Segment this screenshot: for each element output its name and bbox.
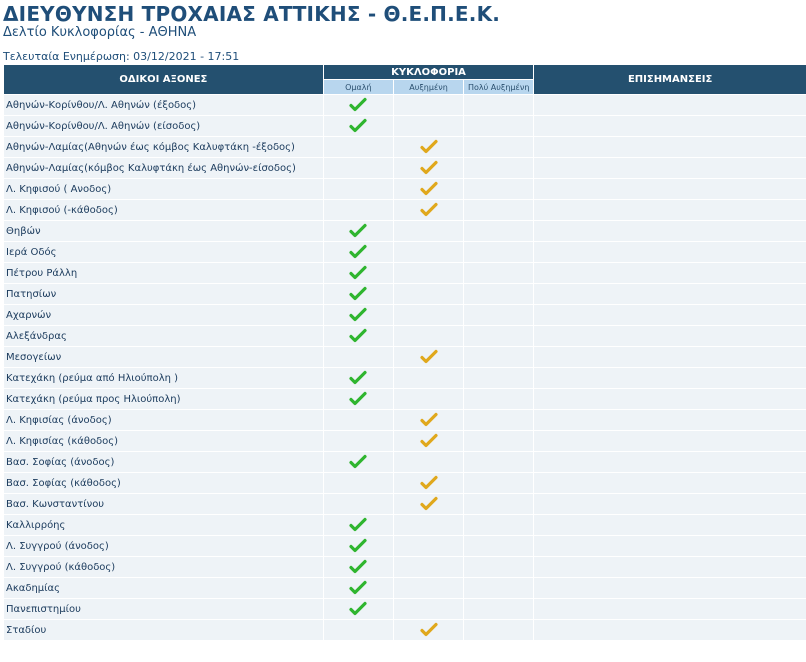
traffic-cell-very-increased [464,578,533,598]
road-name: Ακαδημίας [4,578,323,598]
table-row [4,179,806,199]
table-row [4,347,806,367]
traffic-cell-normal [324,389,393,409]
table-row [4,620,806,640]
road-name: Αθηνών-Κορίνθου/Λ. Αθηνών (είσοδος) [4,116,323,136]
page-subtitle: Δελτίο Κυκλοφορίας - ΑΘΗΝΑ [3,25,197,40]
table-row [4,158,806,178]
green-check-icon [349,223,367,239]
traffic-cell-normal [324,284,393,304]
yellow-check-icon [420,181,438,197]
traffic-cell-very-increased [464,200,533,220]
traffic-cell-very-increased [464,263,533,283]
table-row [4,95,806,115]
yellow-check-icon [420,622,438,638]
traffic-cell-very-increased [464,389,533,409]
table-row [4,242,806,262]
road-name: Βασ. Κωνσταντίνου [4,494,323,514]
green-check-icon [349,391,367,407]
traffic-cell-very-increased [464,347,533,367]
traffic-cell-increased [394,305,463,325]
green-check-icon [349,370,367,386]
green-check-icon [349,118,367,134]
green-check-icon [349,244,367,260]
notes-cell [534,431,806,451]
table-row [4,431,806,451]
notes-cell [534,599,806,619]
traffic-cell-increased [394,557,463,577]
traffic-cell-increased [394,599,463,619]
traffic-cell-normal [324,95,393,115]
traffic-cell-very-increased [464,620,533,640]
yellow-check-icon [420,433,438,449]
road-name: Μεσογείων [4,347,323,367]
green-check-icon [349,538,367,554]
road-name: Κατεχάκη (ρεύμα από Ηλιούπολη ) [4,368,323,388]
traffic-cell-increased [394,410,463,430]
road-name: Σταδίου [4,620,323,640]
notes-cell [534,137,806,157]
notes-cell [534,242,806,262]
table-row [4,389,806,409]
subheader-increased: Αυξημένη [394,80,463,94]
traffic-cell-normal [324,305,393,325]
green-check-icon [349,97,367,113]
road-name: Πανεπιστημίου [4,599,323,619]
traffic-table [3,64,806,641]
traffic-cell-increased [394,347,463,367]
table-row [4,494,806,514]
traffic-cell-normal [324,179,393,199]
traffic-cell-normal [324,599,393,619]
traffic-cell-increased [394,452,463,472]
traffic-cell-very-increased [464,116,533,136]
green-check-icon [349,454,367,470]
column-header-roads: ΟΔΙΚΟΙ ΑΞΟΝΕΣ [4,65,323,94]
traffic-cell-normal [324,536,393,556]
road-name: Λ. Κηφισίας (κάθοδος) [4,431,323,451]
traffic-cell-increased [394,158,463,178]
traffic-cell-very-increased [464,599,533,619]
table-row [4,263,806,283]
green-check-icon [349,517,367,533]
notes-cell [534,116,806,136]
traffic-cell-increased [394,284,463,304]
road-name: Θηβών [4,221,323,241]
traffic-cell-increased [394,179,463,199]
yellow-check-icon [420,139,438,155]
green-check-icon [349,328,367,344]
traffic-cell-normal [324,158,393,178]
traffic-cell-increased [394,221,463,241]
road-name: Αλεξάνδρας [4,326,323,346]
traffic-cell-very-increased [464,431,533,451]
subheader-very-increased: Πολύ Αυξημένη [464,80,533,94]
traffic-cell-very-increased [464,515,533,535]
notes-cell [534,200,806,220]
road-name: Καλλιρρόης [4,515,323,535]
table-row [4,410,806,430]
yellow-check-icon [420,475,438,491]
traffic-cell-very-increased [464,368,533,388]
traffic-cell-very-increased [464,494,533,514]
road-name: Λ. Κηφισού (-κάθοδος) [4,200,323,220]
traffic-cell-normal [324,242,393,262]
road-name: Αθηνών-Λαμίας(Αθηνών έως κόμβος Καλυφτάκη -έξοδος) [4,137,323,157]
notes-cell [534,557,806,577]
notes-cell [534,263,806,283]
table-row [4,284,806,304]
traffic-cell-normal [324,116,393,136]
notes-cell [534,452,806,472]
column-header-notes: ΕΠΙΣΗΜΑΝΣΕΙΣ [534,65,806,94]
last-update-text: Τελευταία Ενημέρωση: 03/12/2021 - 17:51 [3,50,240,63]
table-row [4,473,806,493]
notes-cell [534,284,806,304]
green-check-icon [349,580,367,596]
traffic-cell-increased [394,473,463,493]
green-check-icon [349,265,367,281]
traffic-cell-normal [324,515,393,535]
road-name: Πέτρου Ράλλη [4,263,323,283]
table-row [4,536,806,556]
traffic-cell-normal [324,494,393,514]
yellow-check-icon [420,349,438,365]
traffic-cell-increased [394,137,463,157]
traffic-cell-increased [394,242,463,262]
table-row [4,326,806,346]
table-row [4,557,806,577]
traffic-cell-very-increased [464,221,533,241]
road-name: Ιερά Οδός [4,242,323,262]
notes-cell [534,536,806,556]
yellow-check-icon [420,412,438,428]
traffic-cell-very-increased [464,95,533,115]
traffic-cell-normal [324,431,393,451]
traffic-cell-very-increased [464,242,533,262]
road-name: Αθηνών-Κορίνθου/Λ. Αθηνών (έξοδος) [4,95,323,115]
column-header-traffic: ΚΥΚΛΟΦΟΡΙΑ [324,65,534,79]
traffic-cell-increased [394,494,463,514]
page-title: ΔΙΕΥΘΥΝΣΗ ΤΡΟΧΑΙΑΣ ΑΤΤΙΚΗΣ - Θ.Ε.Π.Ε.Κ. [3,2,501,26]
traffic-cell-very-increased [464,536,533,556]
traffic-cell-normal [324,368,393,388]
green-check-icon [349,601,367,617]
traffic-cell-normal [324,221,393,241]
traffic-cell-increased [394,326,463,346]
notes-cell [534,515,806,535]
traffic-cell-very-increased [464,452,533,472]
traffic-cell-increased [394,431,463,451]
table-row [4,452,806,472]
traffic-cell-increased [394,263,463,283]
notes-cell [534,494,806,514]
road-name: Βασ. Σοφίας (κάθοδος) [4,473,323,493]
notes-cell [534,326,806,346]
notes-cell [534,347,806,367]
notes-cell [534,179,806,199]
traffic-cell-normal [324,200,393,220]
green-check-icon [349,307,367,323]
yellow-check-icon [420,160,438,176]
notes-cell [534,473,806,493]
traffic-cell-normal [324,557,393,577]
yellow-check-icon [420,202,438,218]
road-name: Λ. Συγγρού (άνοδος) [4,536,323,556]
traffic-cell-normal [324,326,393,346]
table-row [4,116,806,136]
traffic-cell-very-increased [464,179,533,199]
traffic-cell-very-increased [464,410,533,430]
traffic-cell-increased [394,620,463,640]
table-row [4,368,806,388]
traffic-cell-normal [324,578,393,598]
road-name: Κατεχάκη (ρεύμα προς Ηλιούπολη) [4,389,323,409]
traffic-cell-normal [324,473,393,493]
traffic-cell-very-increased [464,473,533,493]
notes-cell [534,620,806,640]
traffic-cell-increased [394,578,463,598]
traffic-cell-increased [394,536,463,556]
notes-cell [534,305,806,325]
traffic-cell-normal [324,347,393,367]
traffic-cell-increased [394,389,463,409]
road-name: Πατησίων [4,284,323,304]
notes-cell [534,158,806,178]
yellow-check-icon [420,496,438,512]
notes-cell [534,221,806,241]
green-check-icon [349,559,367,575]
table-row [4,515,806,535]
notes-cell [534,389,806,409]
table-row [4,137,806,157]
road-name: Λ. Κηφισίας (άνοδος) [4,410,323,430]
traffic-cell-normal [324,620,393,640]
green-check-icon [349,286,367,302]
traffic-cell-very-increased [464,158,533,178]
table-row [4,578,806,598]
traffic-cell-normal [324,263,393,283]
traffic-cell-normal [324,452,393,472]
road-name: Αχαρνών [4,305,323,325]
traffic-cell-very-increased [464,137,533,157]
table-body [4,95,806,640]
traffic-cell-very-increased [464,305,533,325]
traffic-cell-very-increased [464,284,533,304]
traffic-cell-very-increased [464,326,533,346]
notes-cell [534,410,806,430]
notes-cell [534,368,806,388]
subheader-normal: Ομαλή [324,80,393,94]
traffic-cell-increased [394,515,463,535]
traffic-cell-normal [324,137,393,157]
table-row [4,221,806,241]
table-row [4,599,806,619]
traffic-cell-very-increased [464,557,533,577]
road-name: Λ. Συγγρού (κάθοδος) [4,557,323,577]
traffic-cell-increased [394,116,463,136]
table-row [4,305,806,325]
road-name: Βασ. Σοφίας (άνοδος) [4,452,323,472]
traffic-cell-increased [394,368,463,388]
traffic-cell-normal [324,410,393,430]
notes-cell [534,95,806,115]
table-row [4,200,806,220]
notes-cell [534,578,806,598]
road-name: Λ. Κηφισού ( Ανοδος) [4,179,323,199]
traffic-cell-increased [394,200,463,220]
road-name: Αθηνών-Λαμίας(κόμβος Καλυφτάκη έως Αθηνών-είσοδος) [4,158,323,178]
traffic-cell-increased [394,95,463,115]
